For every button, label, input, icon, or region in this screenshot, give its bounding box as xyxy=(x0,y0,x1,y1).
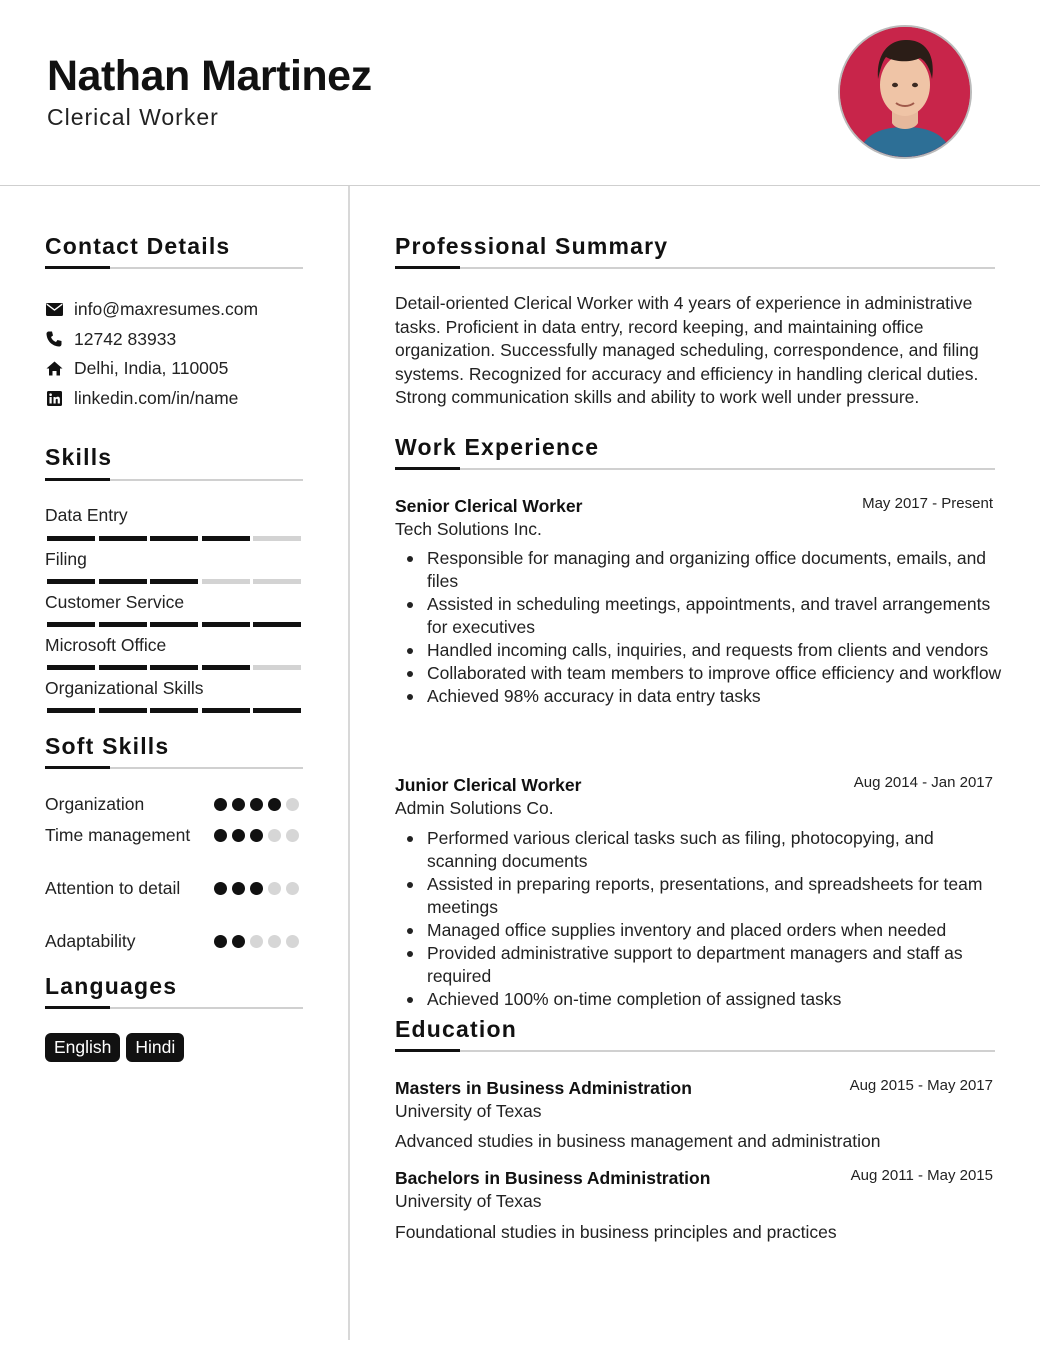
job-responsibilities xyxy=(427,547,1002,708)
language-badge: English xyxy=(45,1033,120,1062)
skill-rating-segment xyxy=(47,708,95,713)
degree-description: Foundational studies in business principles and practices xyxy=(395,1222,837,1242)
skill-label: Customer Service xyxy=(45,592,185,612)
soft-skill-label: Time management xyxy=(45,825,191,845)
summary-section-title: Professional Summary xyxy=(395,233,669,259)
soft-skill-rating-dot xyxy=(250,829,263,842)
language-badges xyxy=(45,1033,184,1062)
profile-photo-illustration xyxy=(840,27,970,157)
school-name: University of Texas xyxy=(395,1101,542,1121)
soft-skill-rating-dots xyxy=(214,829,304,843)
contact-location xyxy=(45,356,228,380)
skill-rating-segment xyxy=(99,579,147,584)
skill-rating-segment xyxy=(253,622,301,627)
experience-section-title: Work Experience xyxy=(395,434,600,460)
skill-label: Filing xyxy=(45,549,87,569)
skill-rating-segment xyxy=(47,622,95,627)
skill-rating-segment xyxy=(253,708,301,713)
soft-skill-rating-dots xyxy=(214,935,304,949)
skill-label: Microsoft Office xyxy=(45,635,167,655)
skill-rating-bar xyxy=(47,665,302,670)
skill-rating-segment xyxy=(150,536,198,541)
soft-skill-rating-dot xyxy=(268,935,281,948)
skill-rating-segment xyxy=(202,622,250,627)
job-bullet: Managed office supplies inventory and placed orders when needed xyxy=(427,919,1002,942)
skill-rating-segment xyxy=(150,622,198,627)
language-badge: Hindi xyxy=(126,1033,184,1062)
contact-section-title: Contact Details xyxy=(45,233,231,259)
education-section-title: Education xyxy=(395,1016,517,1042)
soft-skill-rating-dot xyxy=(214,798,227,811)
job-company: Admin Solutions Co. xyxy=(395,798,554,818)
skill-label: Data Entry xyxy=(45,505,128,525)
skill-rating-segment xyxy=(202,536,250,541)
contact-email xyxy=(45,297,258,321)
skill-rating-segment xyxy=(47,665,95,670)
job-dates: May 2017 - Present xyxy=(862,495,993,512)
school-name: University of Texas xyxy=(395,1191,542,1211)
degree-dates: Aug 2011 - May 2015 xyxy=(850,1167,993,1184)
contact-email-text[interactable]: info@maxresumes.com xyxy=(74,298,259,319)
skill-rating-segment xyxy=(202,708,250,713)
degree-title: Masters in Business Administration xyxy=(395,1078,692,1098)
soft-skill-rating-dot xyxy=(268,798,281,811)
soft-skill-rating-dot xyxy=(250,935,263,948)
skill-rating-segment xyxy=(202,665,250,670)
linkedin-icon xyxy=(45,389,63,407)
profile-photo xyxy=(838,25,972,159)
job-bullet: Achieved 100% on-time completion of assigned tasks xyxy=(427,988,1002,1011)
soft-skill-rating-dot xyxy=(286,882,299,895)
job-bullet: Provided administrative support to department managers and staff as required xyxy=(427,942,1002,988)
skill-rating-segment xyxy=(47,536,95,541)
skill-rating-bar xyxy=(47,708,302,713)
job-bullet: Assisted in preparing reports, presentations, and spreadsheets for team meetings xyxy=(427,873,1002,919)
phone-icon xyxy=(45,330,63,348)
soft-skill-rating-dot xyxy=(268,882,281,895)
skill-rating-segment xyxy=(253,536,301,541)
contact-phone xyxy=(45,327,176,351)
skill-rating-segment xyxy=(99,622,147,627)
skill-rating-bar xyxy=(47,536,302,541)
soft-skill-rating-dot xyxy=(286,798,299,811)
summary-text: Detail-oriented Clerical Worker with 4 years of experience in administrative tasks. Proficient in data entry, record keeping, and maintaining office organization. Successfully managed scheduling, correspondence, and filing systems. Recognized for accuracy and efficiency in handling clerical duties. Strong communication skills and ability to work well under pressure. xyxy=(395,293,979,407)
soft-skill-rating-dot xyxy=(286,829,299,842)
resume-header xyxy=(0,0,1040,186)
contact-location-text: Delhi, India, 110005 xyxy=(74,357,229,378)
soft-skill-rating-dots xyxy=(214,882,304,896)
experience-section-rule xyxy=(395,468,995,470)
soft-skills-section-title: Soft Skills xyxy=(45,733,170,759)
job-company: Tech Solutions Inc. xyxy=(395,519,542,539)
soft-skill-rating-dot xyxy=(232,882,245,895)
degree-title: Bachelors in Business Administration xyxy=(395,1168,711,1188)
skill-label: Organizational Skills xyxy=(45,678,204,698)
soft-skill-rating-dot xyxy=(232,798,245,811)
skill-rating-segment xyxy=(99,536,147,541)
contact-phone-text[interactable]: 12742 83933 xyxy=(74,328,177,349)
soft-skill-rating-dot xyxy=(268,829,281,842)
soft-skill-rating-dot xyxy=(250,798,263,811)
soft-skill-rating-dot xyxy=(232,829,245,842)
job-bullet: Collaborated with team members to improve office efficiency and workflow xyxy=(427,663,1002,683)
skills-section-title: Skills xyxy=(45,444,113,470)
candidate-role: Clerical Worker xyxy=(47,104,219,130)
skills-section-rule xyxy=(45,479,303,481)
job-bullet: Assisted in scheduling meetings, appointments, and travel arrangements for executives xyxy=(427,593,1002,639)
soft-skill-rating-dot xyxy=(214,935,227,948)
header-divider xyxy=(0,185,1040,186)
soft-skill-rating-dot xyxy=(214,829,227,842)
job-title: Junior Clerical Worker xyxy=(395,775,582,795)
contact-linkedin xyxy=(45,386,238,410)
column-divider xyxy=(348,186,350,1340)
skill-rating-segment xyxy=(99,708,147,713)
education-section-rule xyxy=(395,1050,995,1052)
job-title: Senior Clerical Worker xyxy=(395,496,583,516)
soft-skill-label: Adaptability xyxy=(45,931,136,951)
skill-rating-segment xyxy=(253,665,301,670)
soft-skill-rating-dot xyxy=(250,882,263,895)
summary-section-rule xyxy=(395,267,995,269)
soft-skill-label: Organization xyxy=(45,794,145,814)
job-dates: Aug 2014 - Jan 2017 xyxy=(853,774,993,791)
home-icon xyxy=(45,359,63,377)
job-bullet: Performed various clerical tasks such as filing, photocopying, and scanning documents xyxy=(427,827,1002,873)
job-bullet: Responsible for managing and organizing office documents, emails, and files xyxy=(427,547,1002,593)
skill-rating-segment xyxy=(47,579,95,584)
soft-skill-label: Attention to detail xyxy=(45,878,181,898)
skill-rating-bar xyxy=(47,622,302,627)
job-bullet: Achieved 98% accuracy in data entry tasks xyxy=(427,685,1002,708)
degree-description: Advanced studies in business management and administration xyxy=(395,1131,881,1151)
candidate-name: Nathan Martinez xyxy=(47,52,372,100)
soft-skill-rating-dot xyxy=(286,935,299,948)
skill-rating-segment xyxy=(150,579,198,584)
skill-rating-bar xyxy=(47,579,302,584)
job-responsibilities xyxy=(427,827,1002,1011)
degree-dates: Aug 2015 - May 2017 xyxy=(849,1077,993,1094)
contact-section-rule xyxy=(45,267,303,269)
skill-rating-segment xyxy=(150,665,198,670)
skill-rating-segment xyxy=(253,579,301,584)
skill-rating-segment xyxy=(99,665,147,670)
job-bullet: Handled incoming calls, inquiries, and requests from clients and vendors xyxy=(427,639,1002,662)
soft-skills-section-rule xyxy=(45,767,303,769)
soft-skill-rating-dot xyxy=(232,935,245,948)
languages-section-rule xyxy=(45,1007,303,1009)
contact-linkedin-text[interactable]: linkedin.com/in/name xyxy=(74,387,239,408)
envelope-icon xyxy=(45,300,63,318)
soft-skill-rating-dots xyxy=(214,798,304,812)
skill-rating-segment xyxy=(202,579,250,584)
skill-rating-segment xyxy=(150,708,198,713)
languages-section-title: Languages xyxy=(45,973,178,999)
soft-skill-rating-dot xyxy=(214,882,227,895)
